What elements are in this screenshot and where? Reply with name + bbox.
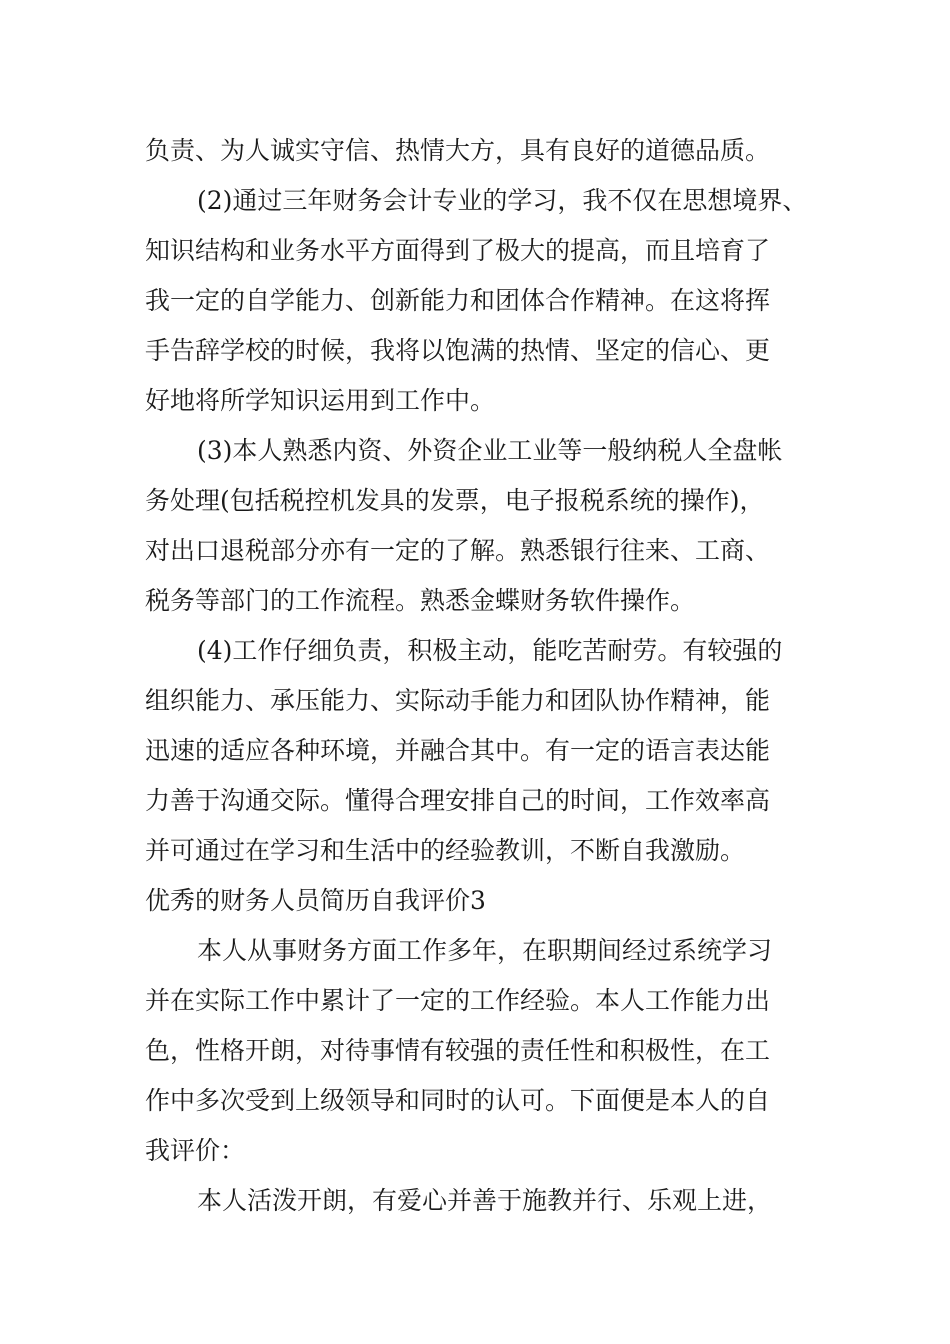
- document-body: [145, 126, 825, 1226]
- text-line: 手告辞学校的时候，我将以饱满的热情、坚定的信心、更: [145, 336, 771, 365]
- section-heading: 优秀的财务人员简历自我评价3: [145, 886, 486, 915]
- paragraph-2-start: (2)通过三年财务会计专业的学习，我不仅在思想境界、: [197, 186, 808, 215]
- text-line: 税务等部门的工作流程。熟悉金蝶财务软件操作。: [145, 586, 696, 615]
- text-line: 并可通过在学习和生活中的经验教训，不断自我激励。: [145, 836, 746, 865]
- text-line: 负责、为人诚实守信、热情大方，具有良好的道德品质。: [145, 136, 771, 165]
- paragraph-5-start: 本人从事财务方面工作多年，在职期间经过系统学习: [197, 936, 773, 965]
- text-line: 我评价：: [145, 1136, 246, 1165]
- text-line: 并在实际工作中累计了一定的工作经验。本人工作能力出: [145, 986, 771, 1015]
- text-line: 组织能力、承压能力、实际动手能力和团队协作精神，能: [145, 686, 771, 715]
- text-line: 力善于沟通交际。懂得合理安排自己的时间，工作效率高: [145, 786, 771, 815]
- text-line: 对出口退税部分亦有一定的了解。熟悉银行往来、工商、: [145, 536, 771, 565]
- text-line: 作中多次受到上级领导和同时的认可。下面便是本人的自: [145, 1086, 771, 1115]
- text-line: 迅速的适应各种环境，并融合其中。有一定的语言表达能: [145, 736, 771, 765]
- paragraph-6-start: 本人活泼开朗，有爱心并善于施教并行、乐观上进，: [197, 1186, 773, 1215]
- paragraph-3-start: (3)本人熟悉内资、外资企业工业等一般纳税人全盘帐: [197, 436, 783, 465]
- text-line: 务处理(包括税控机发具的发票，电子报税系统的操作)，: [145, 486, 765, 515]
- text-line: 好地将所学知识运用到工作中。: [145, 386, 496, 415]
- paragraph-4-start: (4)工作仔细负责，积极主动，能吃苦耐劳。有较强的: [197, 636, 783, 665]
- text-line: 我一定的自学能力、创新能力和团体合作精神。在这将挥: [145, 286, 771, 315]
- text-line: 色，性格开朗，对待事情有较强的责任性和积极性，在工: [145, 1036, 771, 1065]
- text-line: 知识结构和业务水平方面得到了极大的提高，而且培育了: [145, 236, 771, 265]
